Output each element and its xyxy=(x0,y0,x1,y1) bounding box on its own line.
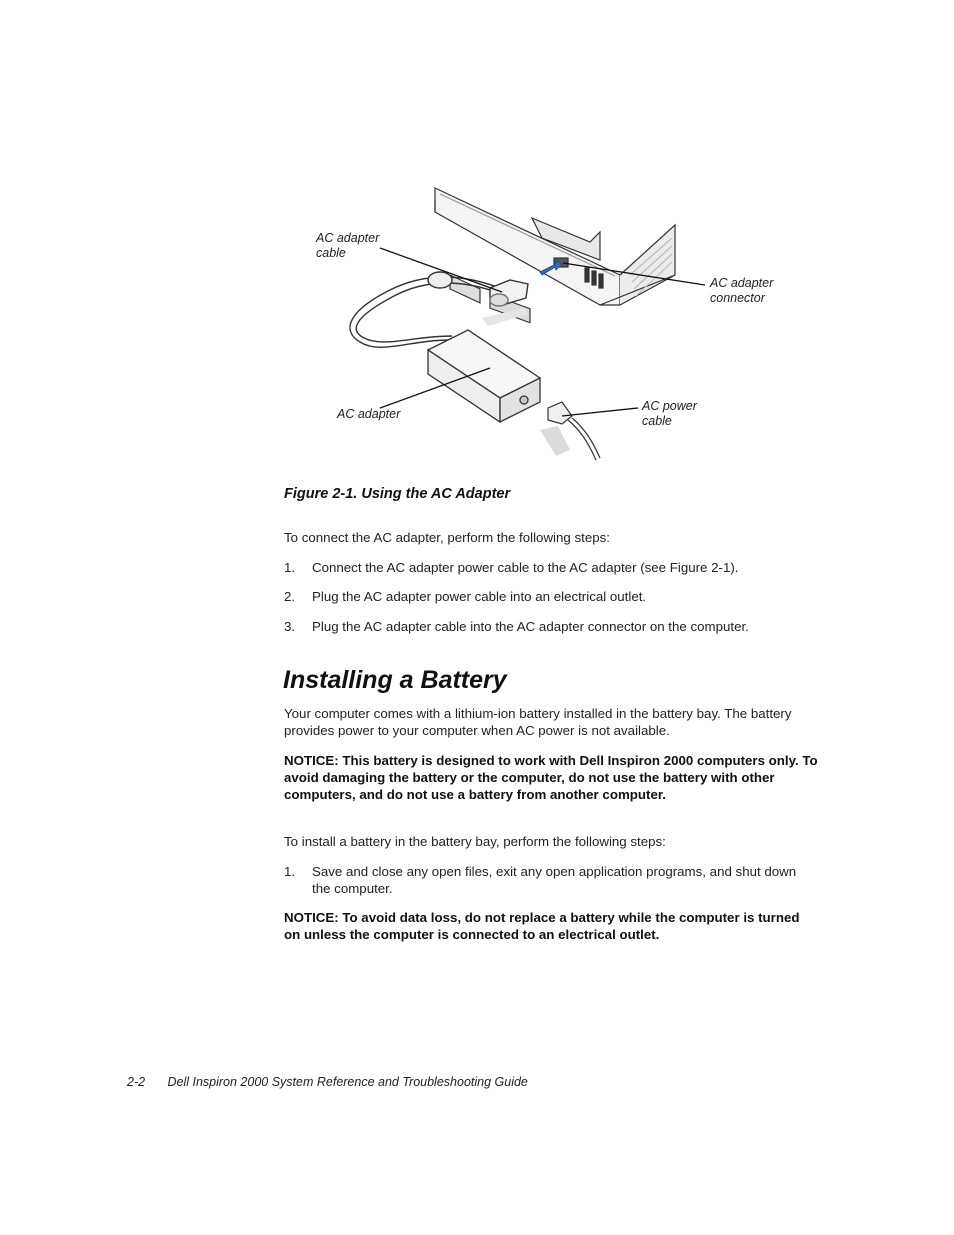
figure-caption: Figure 2-1. Using the AC Adapter xyxy=(284,486,511,502)
notice-battery-compatibility: NOTICE: This battery is designed to work with Dell Inspiron 2000 computers only. To avoid damaging the battery or the computer, do not use the battery with other computers, and do not use a battery from another computer. xyxy=(284,753,818,802)
step-text: Connect the AC adapter power cable to the AC adapter (see Figure 2-1). xyxy=(312,560,739,575)
step-text: Plug the AC adapter cable into the AC adapter connector on the computer. xyxy=(312,619,749,634)
step-text: Plug the AC adapter power cable into an electrical outlet. xyxy=(312,589,647,604)
section-heading: Installing a Battery xyxy=(283,666,507,694)
install-step xyxy=(284,863,814,897)
callout-ac-power-cable: AC power cable xyxy=(642,399,697,428)
connect-intro: To connect the AC adapter, perform the following steps: xyxy=(284,530,610,545)
laptop-corner-drawing xyxy=(435,188,675,323)
connect-step xyxy=(284,588,814,605)
connect-step xyxy=(284,618,814,635)
callout-ac-adapter-cable: AC adapter cable xyxy=(316,231,380,260)
adapter-brick-drawing xyxy=(428,330,540,422)
ac-adapter-figure xyxy=(300,180,800,470)
battery-paragraph: Your computer comes with a lithium-ion battery installed in the battery bay. The battery provides power to your computer when AC power is not available. xyxy=(284,706,792,738)
step-number: 2. xyxy=(284,589,296,604)
step-text: Save and close any open files, exit any open application programs, and shut down the computer. xyxy=(312,864,797,896)
step-number: 1. xyxy=(284,560,296,575)
document-title: Dell Inspiron 2000 System Reference and Troubleshooting Guide xyxy=(167,1075,528,1089)
install-intro: To install a battery in the battery bay, perform the following steps: xyxy=(284,834,666,849)
ac-adapter-illustration xyxy=(300,180,800,470)
callout-ac-adapter: AC adapter xyxy=(337,407,401,421)
page-number: 2-2 xyxy=(127,1075,146,1089)
notice-data-loss: NOTICE: To avoid data loss, do not replace a battery while the computer is turned on unless the computer is connected to an electrical outlet. xyxy=(284,910,800,942)
callout-ac-adapter-connector: AC adapter connector xyxy=(710,276,774,305)
page-footer xyxy=(127,1075,528,1089)
step-number: 3. xyxy=(284,619,296,634)
connect-step xyxy=(284,559,814,576)
step-number: 1. xyxy=(284,864,296,879)
